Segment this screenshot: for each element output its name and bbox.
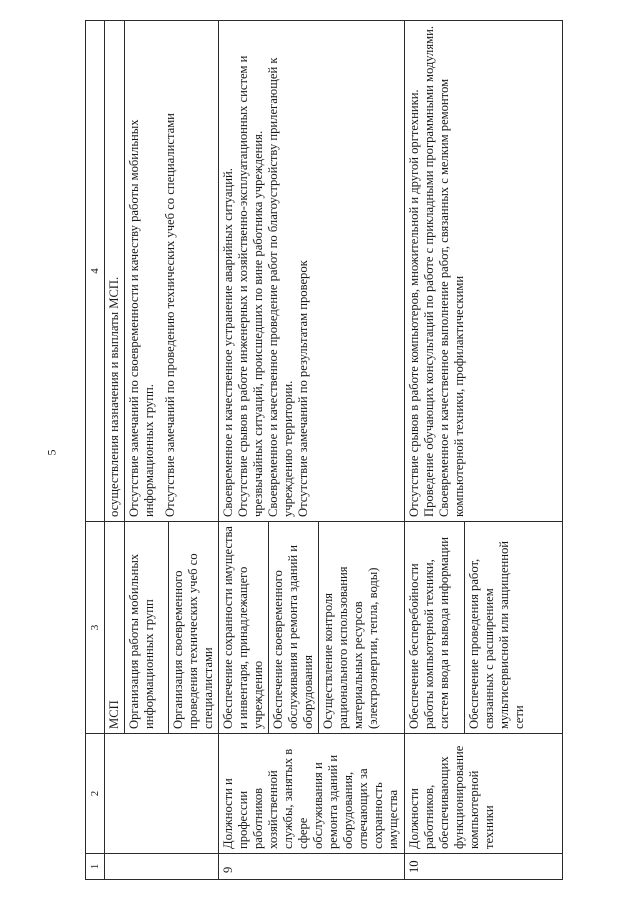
indicator-text: Своевременное и качественное проведение работ по благоустройству прилегающей к учреждению территории. — [266, 57, 295, 517]
table-row — [105, 21, 125, 880]
position-cell — [105, 734, 219, 854]
indicator-text: Отсутствие срывов в работе инженерных и хозяйственно-эксплуатационных систем и чрезвычайных ситуаций, происшедших по вине работника учреждения. — [236, 55, 265, 517]
table-row — [219, 21, 269, 880]
indicator-text: Проведение обучающих консультаций по работе с прикладными программными модулями. — [422, 26, 436, 517]
criterion-cell: Обеспечение проведения работ, связанных с расширением мультисервисной или защищенной сети — [465, 522, 563, 734]
header-cell-1: 1 — [86, 854, 105, 880]
indicator-cell — [125, 21, 219, 522]
page-number: 5 — [44, 449, 59, 456]
indicator-text: Отсутствие срывов в работе компьютеров, множительной и другой оргтехники. — [407, 89, 421, 517]
criterion-cell: Обеспечение бесперебойности работы компьютерной техники, систем ввода и вывода информации — [405, 522, 465, 734]
row-number-cell: 10 — [405, 854, 563, 880]
header-cell-4: 4 — [86, 21, 105, 522]
criterion-cell: Обеспечение своевременного обслуживания и ремонта зданий и оборудования — [269, 522, 319, 734]
row-number-cell — [105, 854, 219, 880]
indicator-cell: осуществления назначения и выплаты МСП. — [105, 21, 125, 522]
rotated-table-wrapper — [85, 20, 563, 880]
header-cell-2: 2 — [86, 734, 105, 854]
criterion-cell: Осуществление контроля рационального использования материальных ресурсов (электроэнергии, тепла, воды) — [319, 522, 405, 734]
row-number-cell: 9 — [219, 854, 405, 880]
position-cell: Должности работников, обеспечивающих функционирование компьютерной техники — [405, 734, 563, 854]
table-row — [405, 21, 465, 880]
indicator-text: Отсутствие замечаний по проведению технических учеб со специалистами — [163, 113, 177, 517]
criteria-table — [85, 20, 563, 880]
criterion-cell: Организация работы мобильных информационных групп — [125, 522, 169, 734]
criterion-cell: МСП — [105, 522, 125, 734]
indicator-cell — [405, 21, 563, 522]
indicator-text: Отсутствие замечаний по своевременности и качеству работы мобильных информационных групп. — [127, 119, 156, 517]
criterion-cell: Организация своевременного проведения технических учеб со специалистами — [169, 522, 219, 734]
indicator-cell — [219, 21, 405, 522]
criterion-cell: Обеспечение сохранности имущества и инвентаря, принадлежащего учреждению — [219, 522, 269, 734]
indicator-text: Своевременное и качественное выполнение работ, связанных с мелким ремонтом компьютерной техники, профилактическими — [437, 78, 466, 517]
indicator-text: Своевременное и качественное устранение аварийных ситуаций. — [221, 168, 235, 517]
indicator-text: Отсутствие замечаний по результатам проверок — [296, 260, 310, 517]
header-row — [86, 21, 105, 880]
position-cell: Должности и профессии работников хозяйственной службы, занятых в сфере обслуживания и ремонта зданий и оборудования, отвечающих за сохранность имущества — [219, 734, 405, 854]
header-cell-3: 3 — [86, 522, 105, 734]
